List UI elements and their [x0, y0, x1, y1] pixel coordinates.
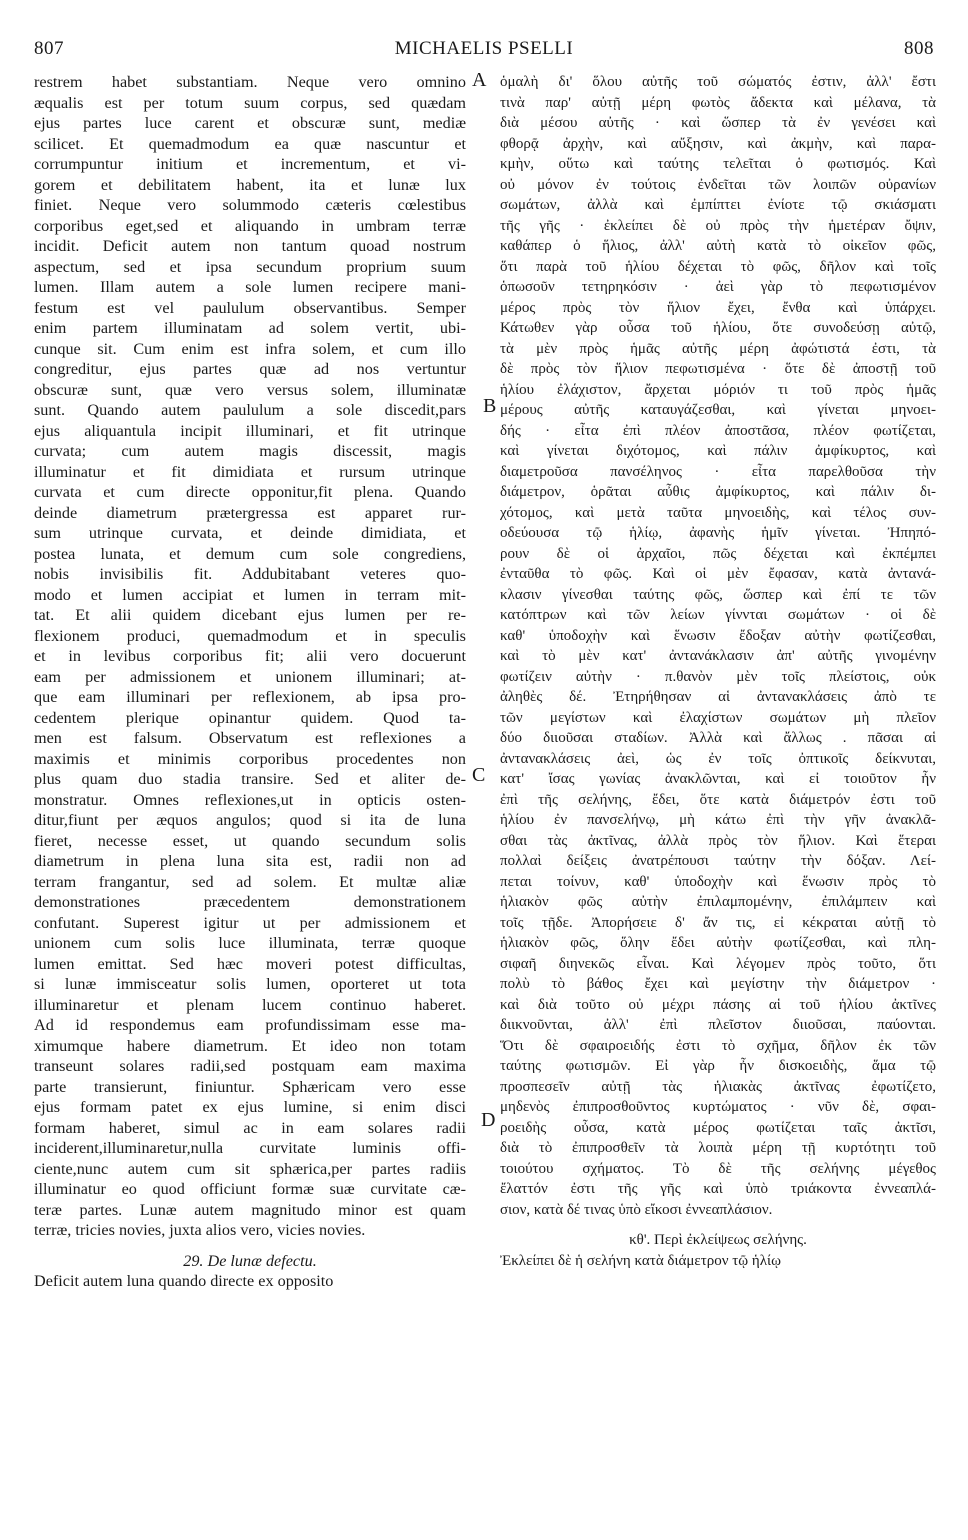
greek-text-line: δύο διιοῦσαι σταδίων. Ἀλλὰ καὶ ἄλλως . πᾶσαι αἱ	[500, 730, 936, 746]
greek-section-heading: κθ'. Περὶ ἐκλείψεως σελήνης.	[629, 1232, 807, 1248]
latin-text-line: aspectum, sed et ipsa secundum proprium suum	[34, 257, 466, 276]
greek-text-line: οὐ μόνον ἐν τούτοις ἐνδεῖται τῶν λοιπῶν οὐρανίων	[500, 176, 936, 193]
latin-text-line: illuminatur eo quod officiunt formæ suæ curvitate cæ-	[34, 1180, 466, 1198]
greek-text-line: Ἐκλείπει δὲ ἡ σελήνη κατὰ διάμετρον τῷ ἡλίῳ	[500, 1252, 781, 1269]
greek-text-line: οδεύουσα τῷ ἡλίῳ, ἀφανὴς ἡμῖν γίνεται. Ἠπηπό-	[500, 525, 936, 541]
latin-text-line: sum utrinque curvata, et deinde dimidiata, et	[34, 524, 466, 542]
latin-text-line: formam haberet, simul ac in eam solares radii	[34, 1118, 466, 1137]
latin-text-line: que eam illuminari per reflexionem, ab ipsa pro-	[34, 688, 466, 706]
greek-text-line: Κάτωθεν γὰρ οὖσα τοῦ ἡλίου, ὅτε συνοδεύσῃ αὐτῷ,	[500, 320, 936, 336]
latin-text-line: finiet. Neque vero solummodo cæteris cœlestibus	[34, 196, 466, 214]
greek-text-line: δὲ πρὸς τὸν ἥλιον πεφωτισμένα · ὅτε δὲ ἀποστῇ τοῦ	[500, 361, 936, 377]
latin-text-line: obscuræ sunt, quæ vero versus solem, illuminatæ	[34, 380, 466, 399]
greek-text-line: ταύτης φωτισμῶν. Εἰ γὰρ ἦν δισκοειδὴς, ἅμα τῷ	[500, 1058, 936, 1074]
latin-text-line: ditur,fiunt per æquos angulos; quod si ita de luna	[34, 811, 466, 829]
greek-column	[500, 72, 936, 1271]
latin-section-heading: 29. De lunæ defectu.	[183, 1251, 317, 1270]
greek-text-line: κλασιν γίνεσθαι ταύτης φῶς, ὥσπερ καὶ ἐπί τε τῶν	[500, 586, 936, 603]
latin-text-line: corporibus eget,sed et aliquando in umbram terræ	[34, 216, 466, 235]
greek-text-line: δής · εἶτα ἐπὶ πλέον ἀποστᾶσα, πλέον φωτίζεται,	[500, 422, 936, 439]
latin-text-line: ejus formam patet ex ejus lumine, si enim disci	[34, 1098, 466, 1116]
greek-text-line: τινὰ παρ' αὐτῇ μέρη φωτὸς ἄδεκτα καὶ μέλανα, τὰ	[500, 94, 936, 111]
greek-text-line: μέρος πρὸς τὸν ἥλιον ἔχει, ἔνθα καὶ ὑπάρχει.	[500, 299, 936, 316]
greek-text-line: σθαι τὰς ἀκτῖνας, ἀλλὰ πρὸς τὸν ἥλιον. Καὶ ἕτεραι	[500, 832, 936, 849]
latin-text-line: deinde diametrum prætergressa est apparet rur-	[34, 503, 466, 522]
greek-text-line: ἡλίου ἐν πανσελήνῳ, μὴ κάτω ἐπὶ τὴν γῆν ἀνακλᾶ-	[500, 812, 936, 828]
greek-text-line: ροειδὴς οὖσα, κατὰ μέρος φωτίζεται ταῖς ἀκτῖσι,	[500, 1119, 936, 1136]
latin-column	[34, 72, 466, 1292]
greek-text-line: ὁπωσοῦν τετηρηκόσιν · ἀεὶ γὰρ τὸ πεφωτισμένον	[500, 279, 936, 295]
latin-text-line: lumen. Illam autem a sole lumen recipere mani-	[34, 278, 466, 296]
latin-text-line: tat. Et alii quidem dicebant ejus lumen per re-	[34, 606, 466, 624]
greek-text-line: τῶν μεγίστων καὶ ἐλαχίστων σωμάτων μὴ πλεῖον	[500, 709, 936, 726]
greek-text-line: ρουν δὲ οἱ ἀρχαῖοι, πῶς δέχεται καὶ ἐκπέμπει	[500, 545, 936, 562]
latin-text-line: Deficit autem luna quando directe ex opposito	[34, 1272, 334, 1290]
latin-text-line: parte transierunt, finiuntur. Sphæricam vero esse	[34, 1077, 466, 1096]
latin-text-line: demonstrationes præcedentem demonstrationem	[34, 893, 466, 911]
greek-text-line: διὰ μέσου αὐτῆς · καὶ ὥσπερ τὰ ἐν γενέσει καὶ	[500, 115, 936, 131]
latin-text-line: lumen emittat. Sed hæc moveri potest difficultas,	[34, 954, 466, 973]
latin-text-line: confutant. Superest igitur ut per admissionem et	[34, 913, 466, 932]
latin-text-line: incidit. Deficit autem non tantum quoad nostrum	[34, 237, 466, 255]
latin-text-line: restrem habet substantiam. Neque vero omnino	[34, 73, 466, 91]
greek-text-line: φωτίζειν αὐτὴν · π.θανὸν μὲν τοῖς πλείστοις, οὐκ	[500, 668, 936, 685]
greek-text-line: κατόπτρων καὶ τῶν λείων γίννται σωμάτων · οἱ δὲ	[500, 607, 936, 623]
latin-text-line: gorem et debilitatem habent, ita et lunæ lux	[34, 175, 466, 194]
greek-text-line: ἐπὶ τῆς σελήνης, ἔδει, ὅτε κατὰ διάμετρόν ἐστι τοῦ	[500, 791, 936, 808]
latin-text-line: eam per admissionem et unionem illuminari; at-	[34, 667, 466, 686]
greek-text-line: ὅτι παρὰ τοῦ ἡλίου δέχεται τὸ φῶς, δῆλον καὶ τοῖς	[500, 258, 936, 275]
greek-text-line: σωμάτων, ἀλλὰ καὶ ἐμπίπτει ἐνίοτε τῷ σκιάσματι	[500, 197, 936, 213]
greek-text-line: καθάπερ ὁ ἥλιος, ἀλλ' αὐτὴ κατὰ τὸ οἰκεῖον φῶς,	[500, 238, 936, 254]
latin-text-line: terram frangantur, sed ad solem. Et multæ aliæ	[34, 872, 466, 891]
latin-text-line: cedentem plerique opinantur quidem. Quod ta-	[34, 708, 466, 727]
greek-text-line: ἔλαττόν ἐστι τῆς γῆς καὶ ὑπὸ τριάκοντα ἐννεαπλά-	[500, 1181, 936, 1197]
latin-text-line: maximis et minimis corporibus procedentes non	[34, 749, 466, 768]
latin-text-line: ejus aliquantula incipit illuminari, et fit utrinque	[34, 421, 466, 440]
latin-text-line: curvata et cum directe opponitur,fit plena. Quando	[34, 483, 466, 501]
latin-text-line: nobis invisibilis fit. Addubitabant veteres quo-	[34, 565, 466, 583]
latin-text-line: ejus partes luce carent et obscuræ sunt, mediæ	[34, 114, 466, 132]
latin-text-line: curvata; cum autem magis discessit, magis	[34, 442, 466, 460]
latin-text-line: men est falsum. Observatum est reflexiones a	[34, 729, 466, 747]
latin-text-line: transeunt solares radii,sed postquam eam maxima	[34, 1057, 466, 1075]
greek-text-line: πεται τοίνυν, καθ' ὑποδοχὴν καὶ ἕνωσιν πρὸς τὸ	[500, 873, 936, 890]
latin-text-line: teræ partes. Lunæ autem magnitudo minor est quam	[34, 1200, 466, 1219]
running-title: MICHAELIS PSELLI	[394, 38, 574, 59]
latin-text-line: congreditur, ejus partes quæ ad nos vertuntur	[34, 360, 466, 378]
latin-text-line: terræ, tricies novies, juxta alios vero, vicies novies.	[34, 1221, 366, 1239]
greek-text-line: κμὴν, οὕτω καὶ ταύτης τελεῖται ὁ φωτισμός. Καὶ	[500, 156, 936, 172]
greek-text-line: καὶ γίνεται διχότομος, καὶ πάλιν ἀμφίκυρτος, καὶ	[500, 443, 936, 459]
latin-text-line: si lunæ immisceatur solis lumen, oporteret ut tota	[34, 975, 466, 993]
greek-text-line: καὶ τὸ μὲν κατ' ἀντανάκλασιν ἀπ' αὐτῆς γινομένην	[500, 648, 936, 664]
page-number-right: 808	[904, 38, 934, 59]
section-gap	[34, 1241, 466, 1251]
greek-text-line: διὰ τὸ ἐπιπροσθεῖν τὰ λοιπὰ μέρη τῇ κυρτότητι τοῦ	[500, 1140, 936, 1156]
latin-text-line: illuminatur et fit dimidiata et rursum utrinque	[34, 462, 466, 481]
latin-text-line: postea lunata, et demum cum sole congrediens,	[34, 544, 466, 563]
greek-text-line: σιφαῆ διηνεκῶς εἶναι. Καὶ λέγομεν πρὸς τοῦτο, ὅτι	[500, 955, 936, 972]
greek-text-line: διάμετρον, ὁρᾶται αὖθις ἀμφίκυρτος, καὶ πάλιν δι-	[500, 484, 936, 500]
margin-marker-a: A	[472, 69, 487, 91]
greek-text-line: καθ' ὑποδοχὴν καὶ ἕνωσιν ἔδοξαν αὐτὴν φωτίζεσθαι,	[500, 627, 936, 644]
greek-text-line: φθορᾷ ἀρχὴν, καὶ αὔξησιν, καὶ ἀκμὴν, καὶ παρα-	[500, 135, 936, 152]
latin-text-line: diametrum in plena luna sita est, radii non ad	[34, 852, 466, 870]
greek-text-line: μέρους αὐτῆς καταυγάζεσθαι, καὶ γίνεται μηνοει-	[500, 402, 936, 418]
latin-text-line: plus quam duo stadia transire. Sed et aliter de-	[34, 770, 466, 788]
greek-text-line: διαμετροῦσα πανσέληνος · εἶτα παρελθοῦσα τὴν	[500, 463, 936, 480]
latin-text-line: ciente,nunc autem cum sit sphærica,per partes radiis	[34, 1159, 466, 1178]
latin-text-line: et in levibus corporibus fit; alii vero docuerunt	[34, 647, 466, 665]
running-header	[34, 38, 934, 66]
greek-text-line: σιον, κατὰ δέ τινας ὑπὸ εἴκοσι ἐννεαπλάσιον.	[500, 1201, 773, 1218]
greek-text-line: ἀληθὲς δέ. Ἐτηρήθησαν αἱ ἀντανακλάσεις ἀπὸ τε	[500, 689, 936, 705]
latin-text-line: monstratur. Omnes reflexiones,ut in opticis osten-	[34, 790, 466, 809]
latin-text-line: corrumpuntur initium et incrementum, et vi-	[34, 155, 466, 173]
greek-text-line: χότομος, καὶ μετὰ ταῦτα μηνοειδὴς, καὶ τέλος συν-	[500, 504, 936, 521]
latin-text-line: scilicet. Et quemadmodum ea quæ nascuntur et	[34, 134, 466, 153]
latin-text-line: unionem cum solis luce illuminata, terræ quoque	[34, 934, 466, 952]
latin-text-line: Ad id respondemus eam profundissimam esse ma-	[34, 1016, 466, 1034]
greek-text-line: πολλαὶ δείξεις ἀνατρέπουσι ταύτην τὴν δόξαν. Λεί-	[500, 853, 936, 869]
latin-text-line: modo et lumen accipiat et lumen in terram mit-	[34, 585, 466, 604]
greek-text-line: ἡλίου ἐλάχιστον, ἄρχεται μόριόν τι τοῦ πρὸς ἡμᾶς	[500, 381, 936, 398]
greek-text-line: τοιούτου σχήματος. Τὸ δὲ τῆς σελήνης μέγεθος	[500, 1160, 936, 1177]
greek-text-line: τοῖς τῇδε. Ἀπορήσειε δ' ἄν τις, εἰ κέκραται αὐτῇ τὸ	[500, 914, 936, 931]
page-number-left: 807	[34, 38, 64, 59]
margin-marker-b: B	[483, 395, 497, 417]
greek-text-line: τῆς γῆς · ἐκλείπει δὲ οὐ πρὸς τὴν ἡμετέραν ὄψιν,	[500, 217, 936, 234]
greek-text-line: πολὺ τὸ βάθος ἔχει καὶ μεγίστην τὴν διάμετρον ·	[500, 976, 936, 992]
latin-text-line: æqualis est per totum suum corpus, sed quædam	[34, 93, 466, 112]
greek-text-line: ὁμαλὴ δι' ὅλου αὐτῆς τοῦ σώματός ἐστιν, ἀλλ' ἔστι	[500, 74, 936, 90]
greek-text-line: ἀντανακλάσεις ἀεὶ, ὡς ἐν τοῖς ὀπτικοῖς δείκνυται,	[500, 750, 936, 767]
latin-text-line: festum est vel paululum observantibus. Semper	[34, 298, 466, 317]
greek-text-line: Ὅτι δὲ σφαιροειδής ἐστι τὸ σχῆμα, δῆλον ἐκ τῶν	[500, 1037, 936, 1054]
latin-text-line: inciderent,illuminaretur,nulla curvitate luminis offi-	[34, 1139, 466, 1157]
greek-text-line: ἡλιακὸν φῶς, ὅλην ἔδει αὐτὴν φωτίζεσθαι, καὶ πλη-	[500, 935, 936, 951]
latin-text-line: flexionem produci, quemadmodum et in speculis	[34, 626, 466, 645]
greek-text-line: ἐνταῦθα τὸ φῶς. Καὶ οἱ μὲν ἔφασαν, κατὰ ἀντανά-	[500, 566, 936, 582]
latin-text-line: enim partem illuminatam ad solem vertit, ubi-	[34, 319, 466, 337]
greek-text-line: κατ' ἴσας γωνίας ἀνακλῶνται, καὶ εἰ τοιοῦτον ἦν	[500, 771, 936, 787]
margin-marker-c: C	[472, 764, 486, 786]
greek-text-line: ἡλιακὸν φῶς αὐτὴν ἐπιλαμπομένην, ἐπιλάμπειν καὶ	[500, 894, 936, 910]
latin-text-line: cunque sit. Cum enim est infra solem, et cum illo	[34, 339, 466, 358]
greek-text-line: καὶ διὰ τοῦτο οὐ μέχρι πάσης αἱ τοῦ ἡλίου ἀκτῖνες	[500, 996, 936, 1013]
margin-marker-d: D	[481, 1109, 496, 1131]
latin-text-line: ximumque habere diametrum. Et ideo non totam	[34, 1036, 466, 1055]
latin-text-line: fieret, necesse esset, ut quando secundum solis	[34, 831, 466, 850]
greek-text-line: προσπεσεῖν αὐτῇ τὰς ἡλιακὰς ἀκτῖνας ἐφωτίζετο,	[500, 1078, 936, 1095]
section-gap	[500, 1220, 936, 1230]
greek-text-line: διικνοῦνται, ἀλλ' ἐπὶ πλεῖστον διιοῦσαι, παύονται.	[500, 1017, 936, 1033]
greek-text-line: τὰ μὲν πρὸς ἡμᾶς αὐτῆς μέρη ἀφώτιστά ἐστι, τὰ	[500, 340, 936, 357]
latin-text-line: illuminaretur et plenam lucem continuo haberet.	[34, 995, 466, 1014]
latin-text-line: sunt. Quando autem paululum a sole discedit,pars	[34, 401, 466, 419]
greek-text-line: μηδενὸς ἐπιπροσθοῦντος κυρτώματος · νῦν δὲ, σφαι-	[500, 1099, 936, 1115]
